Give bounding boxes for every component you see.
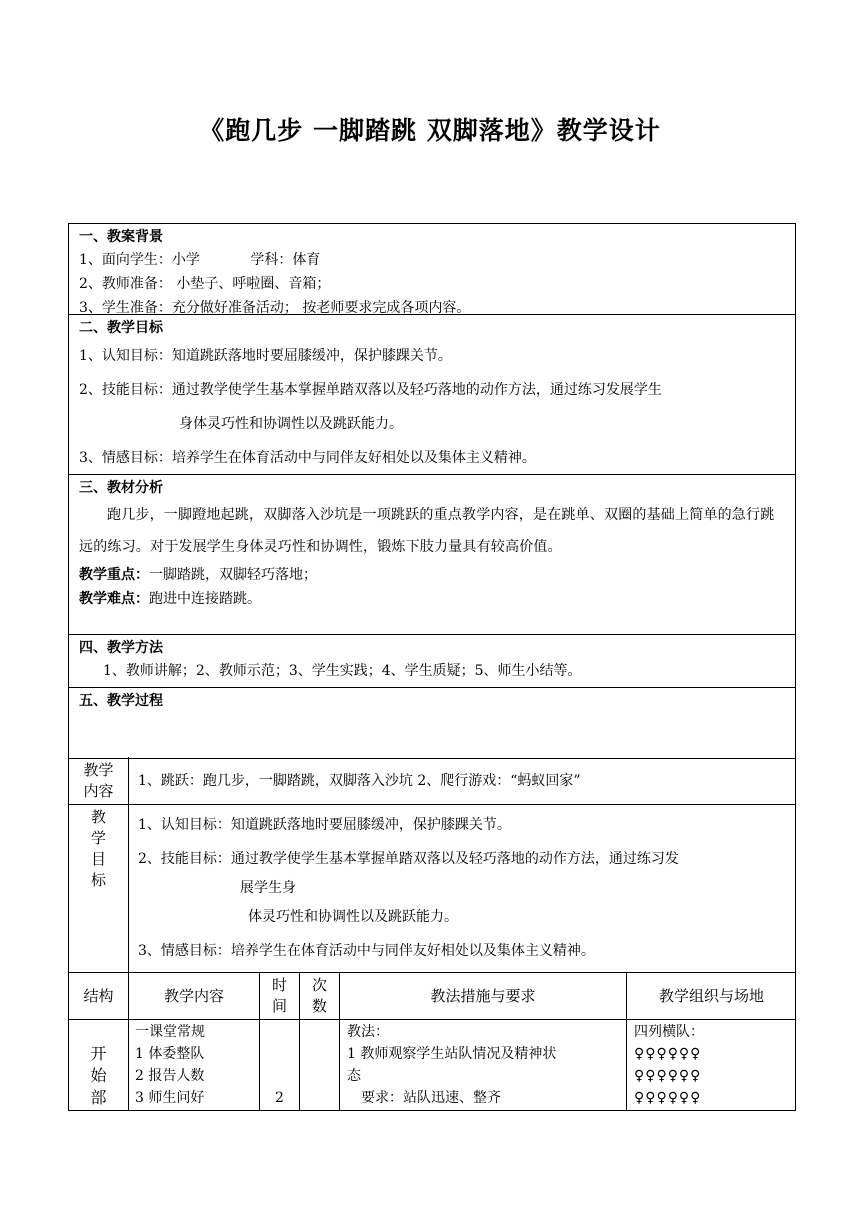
section-heading: 一、教案背景 (79, 229, 163, 245)
background-line-3: 3、学生准备：充分做好准备活动； 按老师要求完成各项内容。 (79, 300, 471, 316)
formation-row: ♀♀♀♀♀♀ (634, 1090, 702, 1106)
goal-row-line-2c: 体灵巧性和协调性以及跳跃能力。 (248, 909, 458, 925)
key-point-label: 教学重点： (79, 567, 149, 583)
subject-text: 学科：体育 (250, 252, 321, 268)
difficulty-text: 跑进中连接踏跳。 (149, 591, 261, 607)
goal-row-line-2b: 展学生身 (240, 880, 296, 896)
goal-row-line-3: 3、情感目标：培养学生在体育活动中与同伴友好相处以及集体主义精神。 (138, 943, 595, 959)
section-background (69, 224, 795, 315)
key-point-text: 一脚踏跳，双脚轻巧落地； (149, 567, 317, 583)
difficulty (79, 587, 785, 611)
background-line-2: 2、教师准备： 小垫子、呼啦圈、音箱； (79, 276, 331, 292)
goal-row-text (138, 808, 798, 968)
material-paragraph: 跑几步，一脚蹬地起跳，双脚落入沙坑是一项跳跃的重点教学内容，是在跳单、双圈的基础上简单的急行跳远的练习。对于发展学生身体灵巧性和协调性，锻炼下肢力量具有较高价值。 (79, 507, 775, 555)
key-point (79, 563, 785, 587)
header-method: 教法措施与要求 (430, 987, 536, 1005)
audience-text: 1、面向学生：小学 (79, 252, 200, 268)
header-time: 时 间 (271, 976, 287, 1015)
header-structure: 结构 (83, 987, 114, 1005)
difficulty-label: 教学难点： (79, 591, 149, 607)
goal-row-line-2: 2、技能目标：通过教学使学生基本掌握单踏双落以及轻巧落地的动作方法，通过练习发 (138, 851, 679, 867)
row1-method: 教法： 1 教师观察学生站队情况及精神状 态 要求：站队迅速、整齐 (347, 1024, 557, 1106)
goal-line-2-cont: 身体灵巧性和协调性以及跳跃能力。 (179, 416, 403, 432)
content-row-label: 教学 内容 (83, 761, 114, 800)
section-material (69, 475, 795, 635)
section-heading: 五、教学过程 (79, 693, 163, 709)
formation-row: ♀♀♀♀♀♀ (634, 1068, 702, 1084)
section-heading: 二、教学目标 (79, 320, 163, 336)
row1-time: 2 (275, 1090, 284, 1106)
row1-content: 一课堂常规 1 体委整队 2 报告人数 3 师生问好 (135, 1024, 205, 1106)
row1-org: 四列横队： ♀♀♀♀♀♀ ♀♀♀♀♀♀ ♀♀♀♀♀♀ (634, 1021, 794, 1109)
header-count: 次 数 (311, 976, 327, 1015)
goal-line-2: 2、技能目标：通过教学使学生基本掌握单踏双落以及轻巧落地的动作方法，通过练习发展学生 (79, 382, 662, 398)
goal-row-line-1: 1、认知目标：知道跳跃落地时要屈膝缓冲，保护膝踝关节。 (138, 817, 511, 833)
section-goals (69, 315, 795, 475)
header-org: 教学组织与场地 (658, 987, 764, 1005)
content-row-text: 1、跳跃：跑几步，一脚踏跳，双脚落入沙坑 2、爬行游戏：“蚂蚁回家” (138, 773, 581, 789)
plan-table-upper (68, 223, 796, 759)
section-process (69, 688, 795, 758)
goal-line-1: 1、认知目标：知道跳跃落地时要屈膝缓冲，保护膝踝关节。 (79, 348, 452, 364)
goal-line-3: 3、情感目标：培养学生在体育活动中与同伴友好相处以及集体主义精神。 (79, 450, 536, 466)
process-table (68, 757, 796, 1111)
header-content: 教学内容 (163, 987, 224, 1005)
row1-structure: 开 始 部 (90, 1044, 107, 1107)
page-title: 《跑几步 一脚踏跳 双脚落地》教学设计 (199, 116, 661, 145)
methods-line: 1、教师讲解；2、教师示范；3、学生实践；4、学生质疑；5、师生小结等。 (103, 663, 582, 679)
formation-row: ♀♀♀♀♀♀ (634, 1046, 702, 1062)
section-heading: 四、教学方法 (79, 640, 163, 656)
section-methods (69, 635, 795, 688)
section-heading: 三、教材分析 (79, 480, 163, 496)
background-line-1 (79, 248, 785, 272)
goal-row-label: 教 学 目 标 (90, 808, 106, 889)
